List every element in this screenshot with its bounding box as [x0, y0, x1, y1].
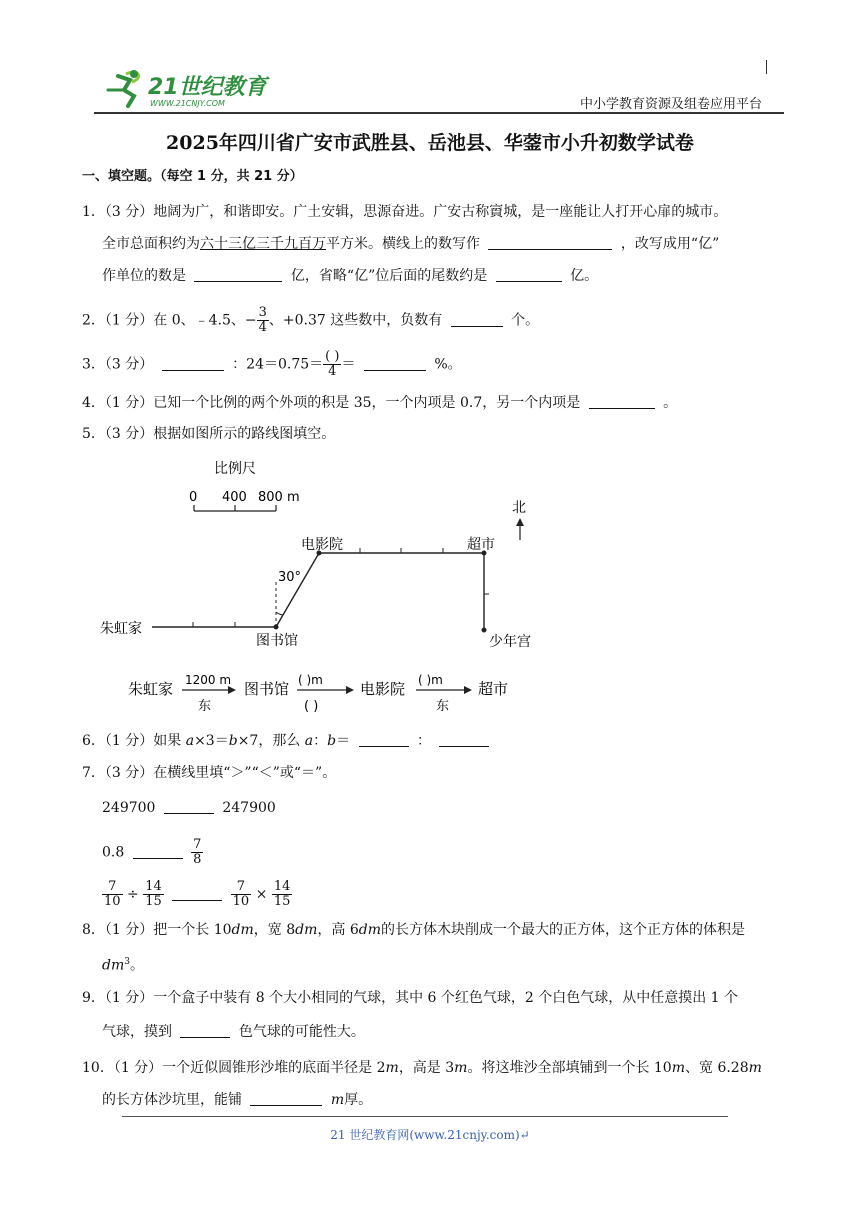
- page-title: 2025年四川省广安市武胜县、岳池县、华蓥市小升初数学试卷: [166, 132, 694, 154]
- question-10-line2: 的长方体沙坑里，能铺 m厚。: [102, 1092, 373, 1108]
- section-heading: 一、填空题。（每空 1 分，共 21 分）: [82, 169, 303, 184]
- answer-blank[interactable]: [250, 1090, 322, 1106]
- fraction: $\frac{7}{10}$: [104, 879, 121, 909]
- fraction: $\frac{( )}{4}$: [325, 349, 340, 379]
- question-1-line2: 全市总面积约为六十三亿三千九百万平方米。横线上的数写作 ，改写成用“亿”: [102, 236, 720, 252]
- answer-blank[interactable]: [172, 885, 222, 901]
- answer-blank[interactable]: [496, 266, 562, 282]
- scale-label-0: 0: [189, 490, 198, 505]
- fraction: $\frac{7}{8}$: [193, 837, 202, 867]
- answer-blank[interactable]: [164, 798, 214, 814]
- route-distance-1: 1200 m: [185, 673, 232, 687]
- question-3: 3．（3 分） ：24＝0.75＝ $\frac{( )}{4}$ ＝ %。: [82, 349, 462, 379]
- route-direction-2: ( ): [304, 699, 319, 714]
- answer-blank[interactable]: [488, 234, 612, 250]
- answer-blank[interactable]: [180, 1022, 230, 1038]
- header-divider: [94, 112, 784, 114]
- scale-label-400: 400: [222, 490, 247, 505]
- route-direction-1: 东: [198, 699, 212, 714]
- underlined-number: 六十三亿三千九百万: [200, 236, 326, 252]
- logo-text: 21世纪教育: [148, 75, 267, 100]
- answer-blank[interactable]: [133, 843, 183, 859]
- route-direction-3: 东: [436, 699, 450, 714]
- route-distance-3: ( )m: [418, 673, 443, 687]
- library-label: 图书馆: [256, 633, 298, 649]
- route-home: 朱虹家: [128, 680, 174, 698]
- question-1-line3: 作单位的数是 亿，省略“亿”位后面的尾数约是 亿。: [102, 268, 599, 284]
- youth-palace-label: 少年宫: [489, 634, 531, 650]
- angle-label: 30°: [278, 570, 302, 585]
- question-5: 5．（3 分）根据如图所示的路线图填空。: [82, 426, 336, 442]
- route-points: [274, 551, 487, 633]
- header-logo: [104, 68, 284, 110]
- north-label: 北: [512, 500, 526, 516]
- question-9: 9．（1 分）一个盒子中装有 8 个大小相同的气球，其中 6 个红色气球，2 个白色气球，从中任意摸出 1 个: [82, 990, 739, 1006]
- platform-label: 中小学教育资源及组卷应用平台: [580, 97, 763, 112]
- answer-blank[interactable]: [439, 731, 489, 747]
- route-distance-2: ( )m: [298, 673, 323, 687]
- route-market: 超市: [478, 680, 509, 698]
- route-map-figure: [96, 456, 556, 716]
- runner-icon: [104, 68, 284, 110]
- scale-title: 比例尺: [214, 461, 256, 477]
- home-label: 朱虹家: [100, 621, 142, 637]
- answer-blank[interactable]: [589, 393, 655, 409]
- answer-blank[interactable]: [359, 731, 409, 747]
- question-7: 7．（3 分）在横线里填“＞”“＜”或“＝”。: [82, 765, 337, 781]
- north-arrow-icon: [516, 518, 524, 540]
- market-label: 超市: [467, 537, 495, 553]
- scale-label-800: 800 m: [258, 490, 300, 505]
- answer-blank[interactable]: [364, 355, 426, 371]
- logo-url: WWW.21CNJY.COM: [150, 99, 225, 108]
- answer-blank[interactable]: [451, 311, 503, 327]
- question-7-row-1: 249700 247900: [102, 800, 276, 816]
- fraction: $\frac{14}{15}$: [145, 879, 162, 909]
- question-9-line2: 气球，摸到 色气球的可能性大。: [102, 1024, 365, 1040]
- answer-blank[interactable]: [162, 355, 224, 371]
- scale-bar: [194, 505, 276, 511]
- route-library: 图书馆: [244, 680, 290, 698]
- fraction: $\frac{14}{15}$: [273, 879, 291, 909]
- header-tick: [766, 60, 767, 74]
- question-7-row-3: $\frac{7}{10}$ ÷ $\frac{14}{15}$ $\frac{7}{10}$ × $\frac{14}{15}$: [104, 879, 291, 909]
- question-4: 4．（1 分）已知一个比例的两个外项的积是 35，一个内项是 0.7，另一个内项是 。: [82, 395, 678, 411]
- question-8-line2: $dm^3$。: [102, 957, 144, 974]
- question-2: 2．（1 分）在 0、﹣4.5、− $\frac{3}{4}$ 、+0.37 这些数中，负数有 个。: [82, 305, 540, 335]
- footer-text: 21 世纪教育网(www.21cnjy.com)↵: [330, 1128, 530, 1142]
- angle-arc: [276, 612, 283, 615]
- question-7-row-2: 0.8 $\frac{7}{8}$: [102, 837, 202, 867]
- route-path: [152, 553, 484, 630]
- fraction: $\frac{7}{10}$: [232, 879, 250, 909]
- question-6: 6．（1 分）如果 a×3＝b×7，那么 a：b＝ ：: [82, 731, 493, 751]
- route-ticks: [193, 548, 489, 627]
- question-10: 10．（1 分）一个近似圆锥形沙堆的底面半径是 2m，高是 3m。将这堆沙全部填铺到一个长 10m、宽 6.28m: [82, 1060, 762, 1076]
- question-8: 8．（1 分）把一个长 10dm，宽 8dm，高 6dm的长方体木块削成一个最大的正方体，这个正方体的体积是: [82, 922, 745, 938]
- footer-divider: [122, 1116, 728, 1117]
- question-1-line1: 1．（3 分）地阔为广，和谐即安。广土安辑，思源奋进。广安古称賨城，是一座能让人打开心扉的城市。: [82, 204, 728, 220]
- answer-blank[interactable]: [194, 266, 282, 282]
- route-cinema: 电影院: [360, 680, 406, 698]
- fraction: $\frac{3}{4}$: [258, 305, 267, 335]
- cinema-label: 电影院: [301, 537, 343, 553]
